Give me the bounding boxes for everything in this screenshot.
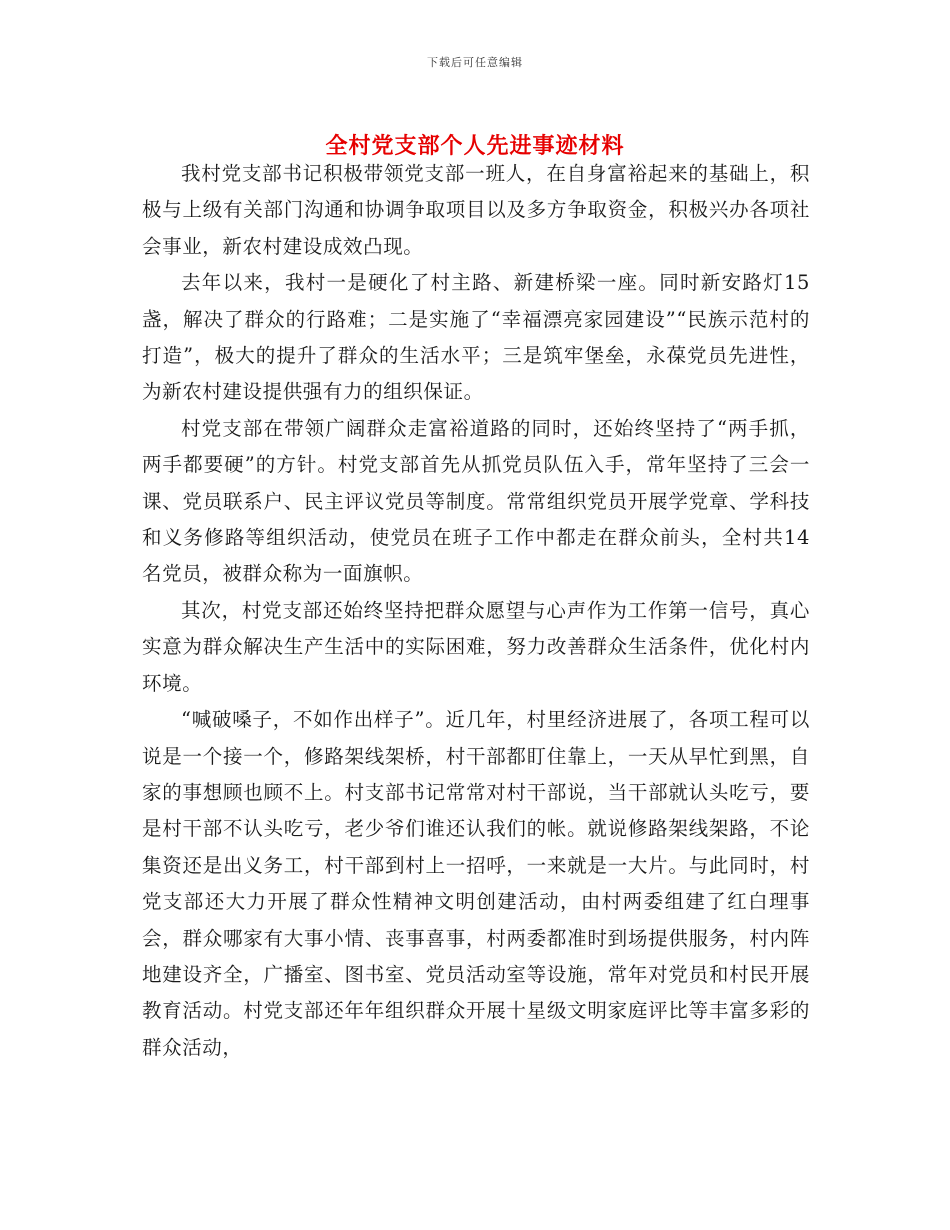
header-note: 下载后可任意编辑 — [427, 56, 523, 69]
paragraph: 去年以来，我村一是硬化了村主路、新建桥梁一座。同时新安路灯15盏，解决了群众的行路难；二是实施了“幸福漂亮家园建设”“民族示范村的打造”，极大的提升了群众的生活水平；三是筑牢堡垒，永葆党员先进性，为新农村建设提供强有力的组织保证。 — [142, 271, 810, 404]
paragraph: 其次，村党支部还始终坚持把群众愿望与心声作为工作第一信号，真心实意为群众解决生产生活中的实际困难，努力改善群众生活条件，优化村内环境。 — [142, 598, 810, 695]
paragraph: 村党支部在带领广阔群众走富裕道路的同时，还始终坚持了“两手抓，两手都要硬”的方针。村党支部首先从抓党员队伍入手，常年坚持了三会一课、党员联系户、民主评议党员等制度。常常组织党员开展学党章、学科技和义务修路等组织活动，使党员在班子工作中都走在群众前头，全村共14名党员，被群众称为一面旗帜。 — [142, 416, 810, 586]
paragraph: 我村党支部书记积极带领党支部一班人，在自身富裕起来的基础上，积极与上级有关部门沟通和协调争取项目以及多方争取资金，积极兴办各项社会事业，新农村建设成效凸现。 — [142, 162, 810, 258]
document-body — [142, 156, 810, 1066]
document-title: 全村党支部个人先进事迹材料 — [325, 132, 625, 159]
paragraph: “喊破嗓子，不如作出样子”。近几年，村里经济进展了，各项工程可以说是一个接一个，修路架线架桥，村干部都盯住靠上，一天从早忙到黑，自家的事想顾也顾不上。村支部书记常常对村干部说，当干部就认头吃亏，要是村干部不认头吃亏，老少爷们谁还认我们的帐。就说修路架线架路，不论集资还是出义务工，村干部到村上一招呼，一来就是一大片。与此同时，村党支部还大力开展了群众性精神文明创建活动，由村两委组建了红白理事会，群众哪家有大事小情、丧事喜事，村两委都准时到场提供服务，村内阵地建设齐全，广播室、图书室、党员活动室等设施，常年对党员和村民开展教育活动。村党支部还年年组织群众开展十星级文明家庭评比等丰富多彩的群众活动， — [142, 708, 810, 1059]
